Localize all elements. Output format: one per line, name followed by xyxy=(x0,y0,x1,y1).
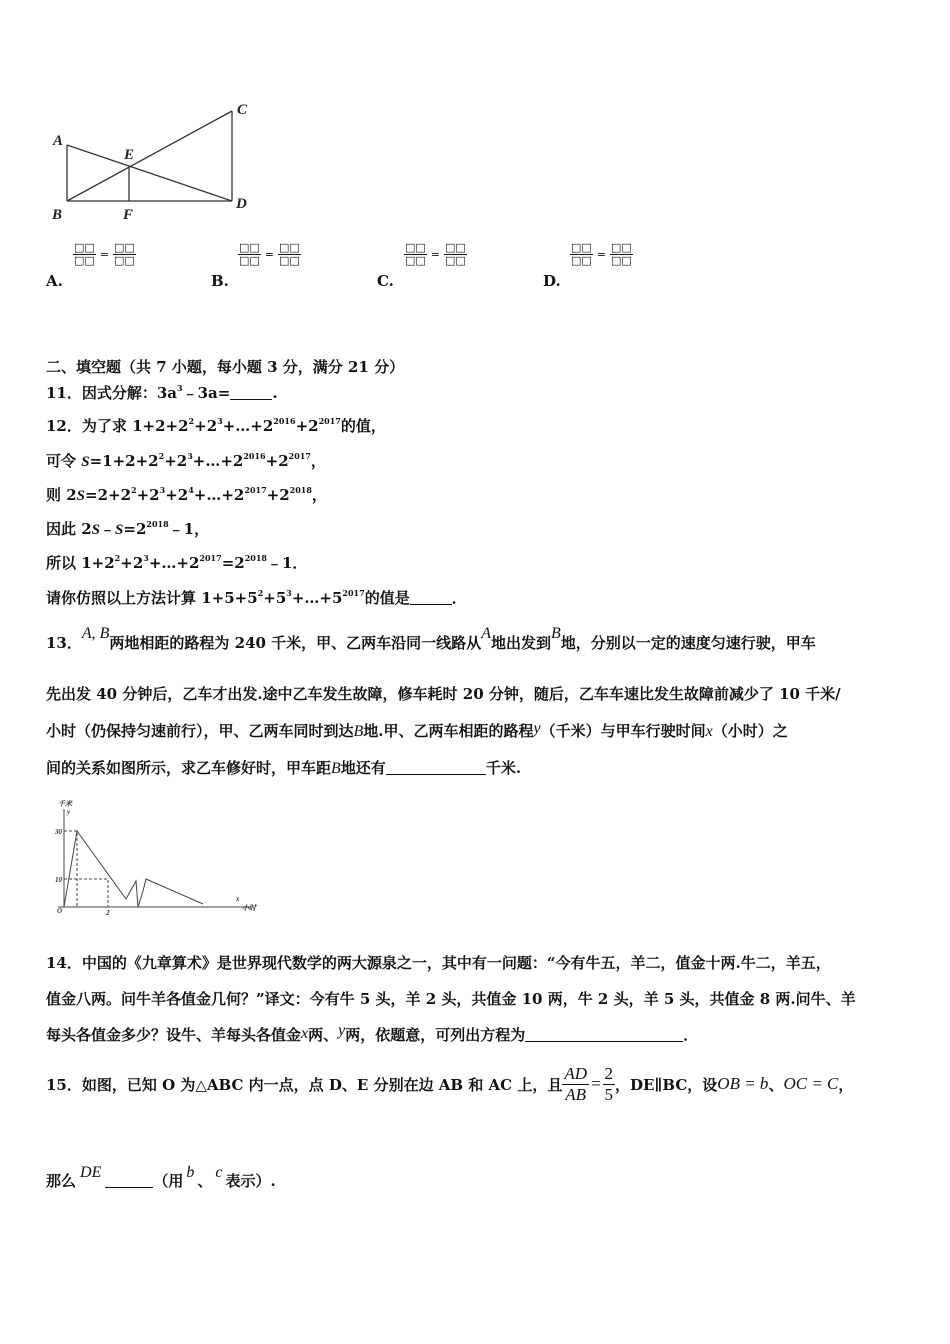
frac-den: □□ xyxy=(445,254,466,267)
answer-blank[interactable] xyxy=(105,1173,153,1188)
ratio-value: $\frac{2}{5}$ xyxy=(604,1063,614,1104)
frac-num: □□ xyxy=(279,241,300,254)
label-d: D xyxy=(236,196,247,212)
question-13-line-2: 先出发 40 分钟后，乙车才出发.途中乙车发生故障，修车耗时 20 分钟，随后，乙车车速比发生故障前减少了 10 千米/ xyxy=(46,685,841,703)
graph-line xyxy=(64,831,203,907)
question-12-line-3: 则 $2S=2+2^2+2^3+2^4+\dots+2^{2017}+2^{2018}$， xyxy=(46,485,327,504)
frac-den: □□ xyxy=(74,254,95,267)
svg-text:10: 10 xyxy=(55,876,62,884)
segment-ad xyxy=(67,145,232,201)
question-15-line-2: 那么 DE （用 b 、 c 表示）. xyxy=(46,1164,276,1190)
equals-sign: = xyxy=(430,248,441,261)
answer-blank[interactable] xyxy=(525,1027,683,1042)
equals-sign: = xyxy=(596,248,607,261)
label-c: C xyxy=(237,102,248,118)
ratio-fraction: $\frac{AD}{AB}$ xyxy=(564,1063,588,1104)
frac-num: □□ xyxy=(74,241,95,254)
graph-dash xyxy=(64,879,108,907)
question-12-line-1: 12．为了求 $1+2+2^2+2^3+\dots+2^{2016}+2^{2017}$的值， xyxy=(46,416,386,435)
frac-num: □□ xyxy=(445,241,466,254)
frac-den: □□ xyxy=(611,254,632,267)
svg-text:y: y xyxy=(67,808,71,816)
question-12-line-2: 可令 $S=1+2+2^2+2^3+\dots+2^{2016}+2^{2017}$， xyxy=(46,451,326,470)
option-letter: B. xyxy=(211,272,229,290)
option-letter: C. xyxy=(377,272,394,290)
svg-text:千米: 千米 xyxy=(58,800,72,808)
geometry-figure xyxy=(40,95,260,230)
answer-blank[interactable] xyxy=(230,385,272,400)
svg-text:x: x xyxy=(236,895,240,903)
question-13-line-1: 13．A, B两地相距的路程为 240 千米，甲、乙两车沿同一线路从A地出发到B地，分别以一定的速度匀速行驶，甲车 xyxy=(46,625,816,652)
section-title: 二、填空题（共 7 小题，每小题 3 分，满分 21 分） xyxy=(46,358,405,376)
question-11: 11．因式分解：$3a^3﹣3a=$ . xyxy=(46,383,278,402)
label-e: E xyxy=(124,147,135,163)
frac-den: □□ xyxy=(405,254,426,267)
label-f: F xyxy=(123,207,134,223)
question-12-line-4: 因此 $2S﹣S=2^{2018}﹣1$， xyxy=(46,519,210,538)
answer-blank[interactable] xyxy=(386,760,486,775)
question-13-line-3: 小时（仍保持匀速前行），甲、乙两车同时到达B地.甲、乙两车相距的路程y（千米）与甲车行驶时间x（小时）之 xyxy=(46,720,788,740)
label-a: A xyxy=(53,133,64,149)
svg-text:30: 30 xyxy=(55,828,62,836)
frac-num: □□ xyxy=(239,241,260,254)
question-12-line-5: 所以 $1+2^2+2^3+\dots+2^{2017}=2^{2018}﹣1$． xyxy=(46,553,308,572)
frac-num: □□ xyxy=(114,241,135,254)
answer-blank[interactable] xyxy=(410,590,452,605)
question-14-line-2: 值金八两。问牛羊各值金几何？”译文：今有牛 5 头，羊 2 头，共值金 10 两，牛 2 头，羊 5 头，共值金 8 两.问牛、羊 xyxy=(46,990,856,1008)
segment-bc xyxy=(67,111,232,201)
distance-time-graph xyxy=(40,797,270,922)
svg-text:O: O xyxy=(57,907,63,915)
equals-sign: = xyxy=(264,248,275,261)
frac-den: □□ xyxy=(279,254,300,267)
frac-num: □□ xyxy=(571,241,592,254)
question-15-line-1: 15．如图，已知 O 为△ABC 内一点，点 D、E 分别在边 AB 和 AC 上，且 $\frac{AD}{AB}$ = $\frac{2}{5}$ ，DE∥BC，设 OB = b 、 OC = C ， xyxy=(46,1063,854,1104)
frac-den: □□ xyxy=(114,254,135,267)
frac-den: □□ xyxy=(571,254,592,267)
svg-text:小时: 小时 xyxy=(242,904,256,912)
frac-num: □□ xyxy=(405,241,426,254)
svg-text:2: 2 xyxy=(106,909,110,917)
question-14-line-1: 14．中国的《九章算术》是世界现代数学的两大源泉之一，其中有一问题：“今有牛五，羊二，值金十两.牛二，羊五， xyxy=(46,954,831,972)
equals-sign: = xyxy=(99,248,110,261)
question-14-line-3: 每头各值金多少？设牛、羊每头各值金x两、y两，依题意，可列出方程为 ． xyxy=(46,1022,699,1044)
frac-den: □□ xyxy=(239,254,260,267)
question-12-line-6: 请你仿照以上方法计算 $1+5+5^2+5^3+\dots+5^{2017}$的值是 ． xyxy=(46,588,467,607)
option-letter: D. xyxy=(543,272,561,290)
frac-num: □□ xyxy=(611,241,632,254)
label-b: B xyxy=(52,207,63,223)
question-13-line-4: 间的关系如图所示，求乙车修好时，甲车距B地还有 千米. xyxy=(46,759,522,777)
option-letter: A. xyxy=(46,272,63,290)
